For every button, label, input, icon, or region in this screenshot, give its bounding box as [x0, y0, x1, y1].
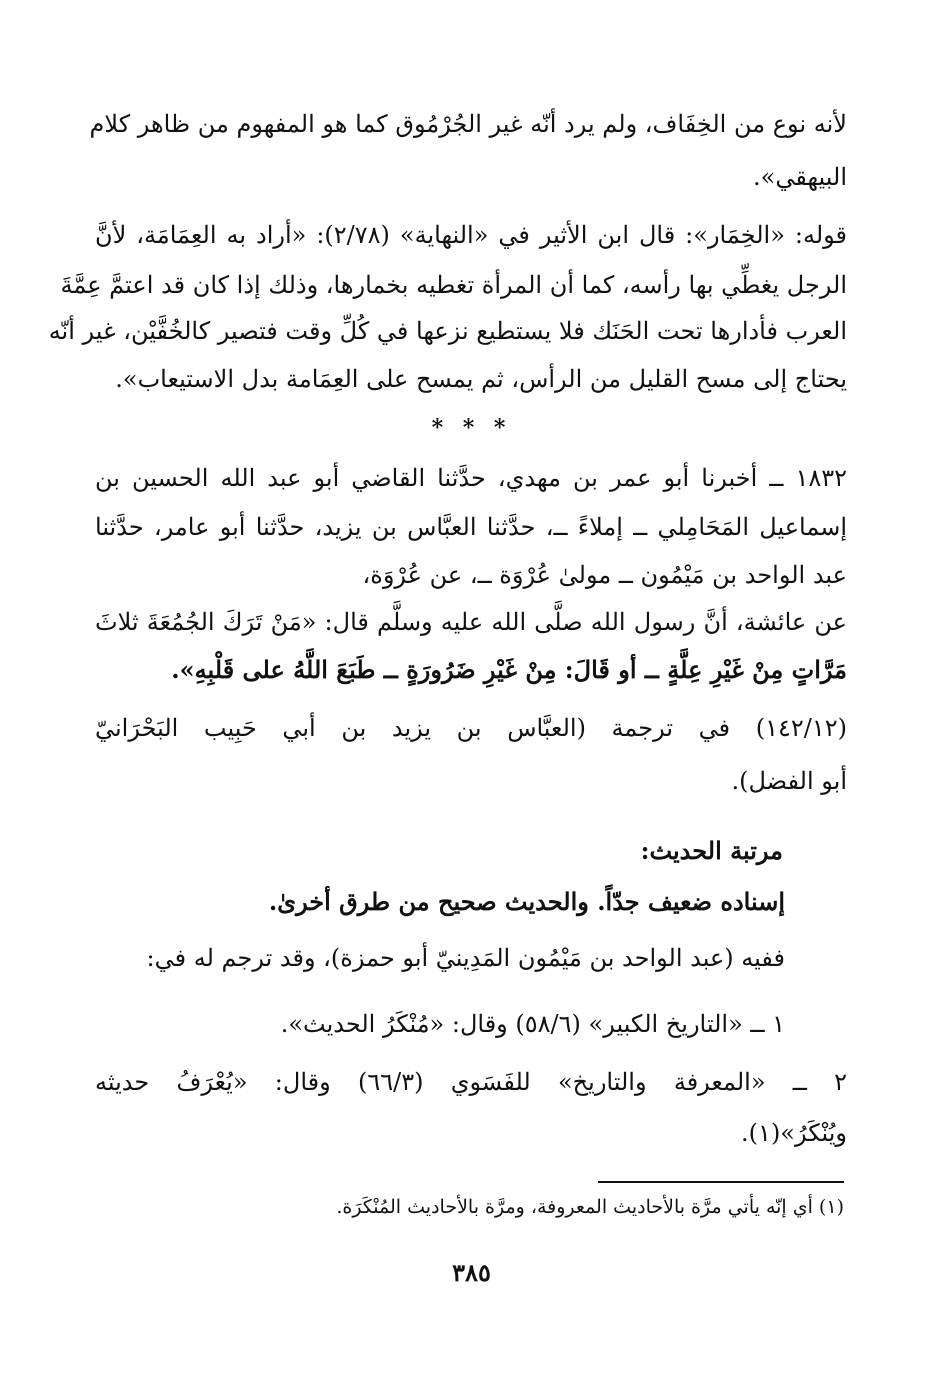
grading-text: إسناده ضعيف جدّاً. والحديث صحيح من طرق أخرىٰ. [268, 887, 785, 916]
footnote-rule [598, 1181, 844, 1183]
hadith-text-line: عن عائشة، أنَّ رسول الله صلَّى الله عليه وسلَّم قال: «مَنْ تَرَكَ الجُمُعَةَ ثلاثَ [95, 608, 847, 636]
text-line: ففيه (عبد الواحد بن مَيْمُون المَدِينيّ أبو حمزة)، وقد ترجم له في: [146, 944, 785, 972]
source-item-1: ١ ــ «التاريخ الكبير» (٥٨/٦) وقال: «مُنْكَرُ الحديث». [280, 1010, 785, 1038]
source-item-2: ٢ ــ «المعرفة والتاريخ» للفَسَوي (٦٦/٣) وقال: «يُعْرَفُ حديثه [95, 1068, 847, 1096]
section-separator: * * * [431, 415, 512, 441]
hadith-text-line: مَرَّاتٍ مِنْ غَيْرِ عِلَّةٍ ــ أو قَالَ: مِنْ غَيْرِ ضَرُورَةٍ ــ طَبَعَ اللَّهُ على قَلْبِهِ». [171, 655, 847, 684]
page-number: ٣٨٥ [452, 1258, 491, 1287]
grading-heading: مرتبة الحديث: [640, 836, 783, 865]
text-line: إسماعيل المَحَامِلي ــ إملاءً ــ، حدَّثنا العبَّاس بن يزيد، حدَّثنا أبو عامر، حدَّثنا [95, 513, 847, 541]
hadith-number-line: ١٨٣٢ ــ أخبرنا أبو عمر بن مهدي، حدَّثنا القاضي أبو عبد الله الحسين بن [95, 464, 847, 492]
text-line: عبد الواحد بن مَيْمُون ــ مولىٰ عُرْوَة ــ، عن عُرْوَة، [362, 561, 847, 589]
text-line: ويُنْكَرُ»(١). [741, 1119, 847, 1147]
text-line: الرجل يغطِّي بها رأسه، كما أن المرأة تغطيه بخمارها، وذلك إذا كان قد اعتمَّ عِمَّةَ [60, 271, 847, 299]
reference-line: أبو الفضل). [731, 767, 847, 795]
text-line: لأنه نوع من الخِفَاف، ولم يرد أنّه غير الجُرْمُوق كما هو المفهوم من ظاهر كلام [89, 110, 847, 138]
reference-line: (١٤٢/١٢) في ترجمة (العبَّاس بن يزيد بن أبي حَبِيب البَحْرَانيّ [95, 714, 847, 742]
text-line: قوله: «الخِمَار»: قال ابن الأثير في «النهاية» (٢/٧٨): «أراد به العِمَامَة، لأنَّ [95, 221, 848, 249]
text-line: يحتاج إلى مسح القليل من الرأس، ثم يمسح على العِمَامة بدل الاستيعاب». [115, 365, 847, 393]
footnote: (١) أي إنّه يأتي مرَّة بالأحاديث المعروفة، ومرَّة بالأحاديث المُنْكَرَة. [336, 1196, 844, 1218]
text-line: البيهقي». [753, 163, 847, 191]
text-line: العرب فأدارها تحت الحَنَك فلا يستطيع نزعها في كُلِّ وقت فتصير كالخُفَّيْن، غير أنّه [48, 317, 847, 345]
